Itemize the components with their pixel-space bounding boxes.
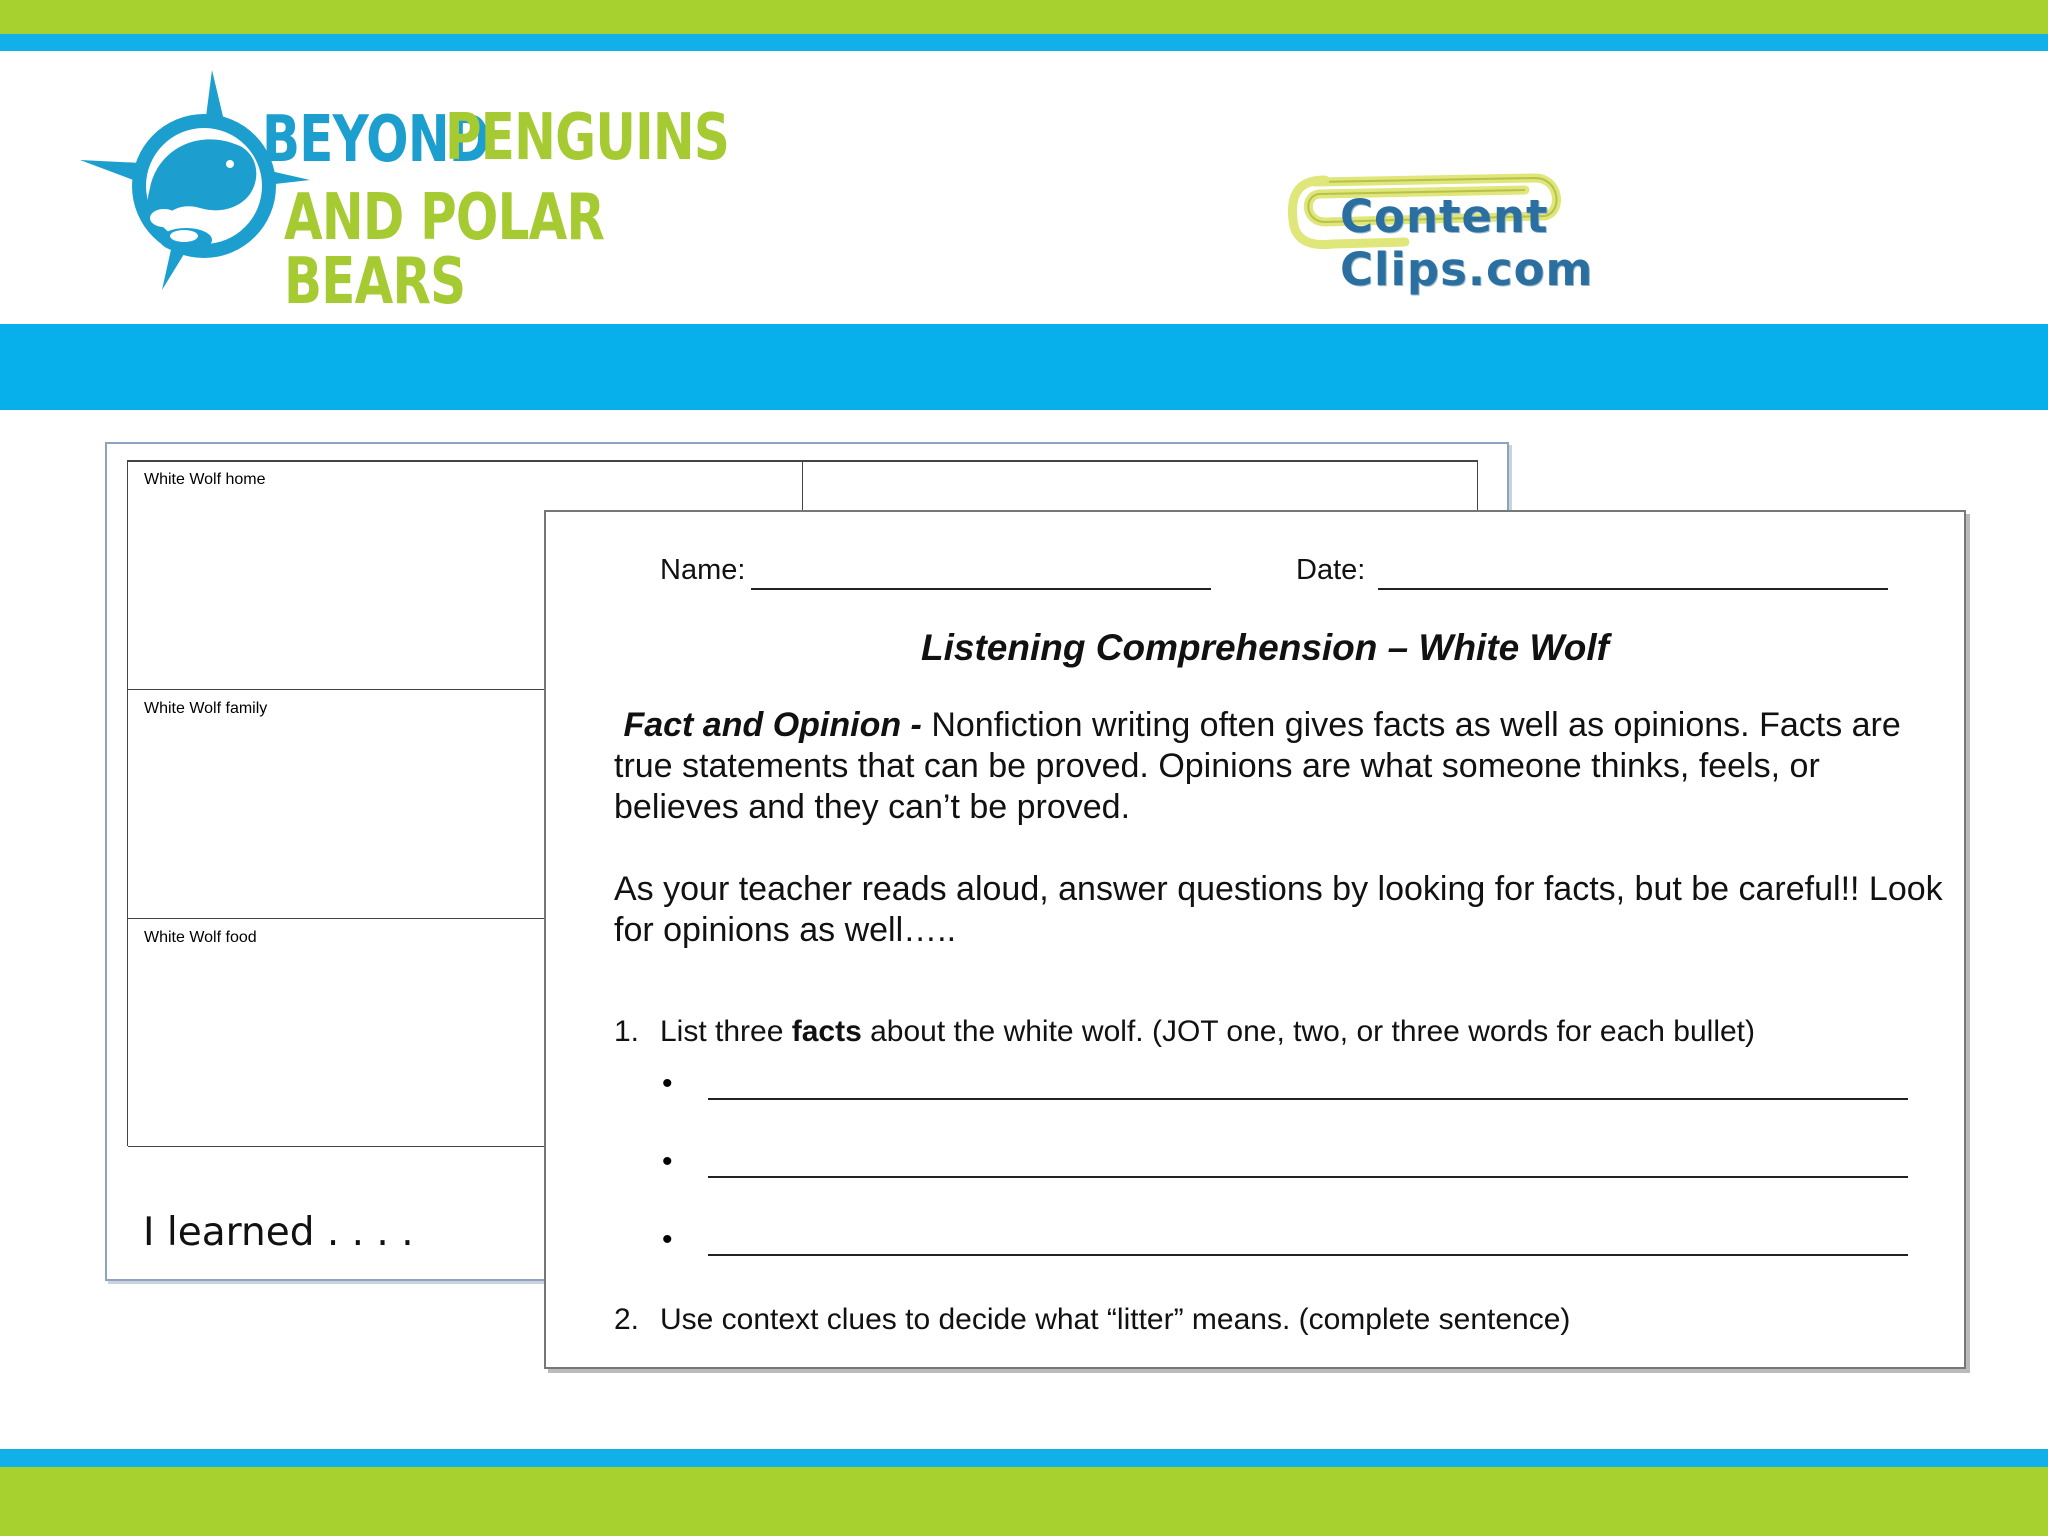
- worksheet-title: [546, 627, 1964, 669]
- fact-opinion-paragraph: [614, 705, 1934, 828]
- top-blue-band: [0, 34, 2048, 51]
- date-field-line: [1378, 588, 1888, 590]
- content-clips-logo: [1285, 172, 1765, 296]
- content-clips-text: Content Clips.com: [1340, 190, 1594, 296]
- instructions-paragraph: As your teacher reads aloud, answer questions by looking for facts, but be careful!! Look for opinions as well…..: [614, 870, 1943, 949]
- fact-opinion-lead: Fact and Opinion -: [623, 706, 922, 744]
- beyond-penguins-logo: [80, 68, 730, 319]
- front-worksheet: [544, 510, 1966, 1369]
- bottom-green-band: [0, 1467, 2048, 1536]
- answer-line-3[interactable]: [708, 1254, 1908, 1256]
- row-label-home: White Wolf home: [144, 471, 266, 488]
- bullet-2: •: [662, 1145, 673, 1178]
- header-blue-band: [0, 324, 2048, 410]
- top-green-band: [0, 0, 2048, 34]
- i-learned-label: I learned . . . .: [143, 1210, 414, 1255]
- name-label: Name:: [660, 554, 746, 586]
- question-2-number: 2.: [614, 1303, 640, 1336]
- bullet-3: •: [662, 1223, 673, 1256]
- name-field-line: [751, 588, 1211, 590]
- question-1-post: about the white wolf. (JOT one, two, or three words for each bullet): [861, 1015, 1755, 1048]
- question-2-text: Use context clues to decide what “litter” means. (complete sentence): [660, 1303, 1571, 1336]
- answer-line-1[interactable]: [708, 1098, 1908, 1100]
- row-label-food: White Wolf food: [144, 929, 257, 946]
- bottom-blue-band: [0, 1449, 2048, 1467]
- question-1: [614, 1015, 1755, 1049]
- logo-text-polar-bears: AND POLAR BEARS: [284, 181, 605, 319]
- bullet-1: •: [662, 1067, 673, 1100]
- question-2: [614, 1303, 1570, 1337]
- row-label-family: White Wolf family: [144, 700, 268, 717]
- worksheet-title-text: Listening Comprehension – White Wolf: [921, 627, 1609, 668]
- fact-opinion-body: Nonfiction writing often gives facts as well as opinions. Facts are true statements that can be proved. Opinions are what someone thinks, feels, or believes and they can’t be proved.: [614, 706, 1901, 826]
- date-label: Date:: [1296, 554, 1366, 586]
- question-1-bold: facts: [791, 1015, 862, 1048]
- question-1-pre: List three: [660, 1015, 792, 1048]
- question-1-number: 1.: [614, 1015, 640, 1048]
- logo-text-penguins: PENGUINS: [445, 101, 730, 175]
- answer-line-2[interactable]: [708, 1176, 1908, 1178]
- logo-text-beyond: BEYOND: [262, 103, 490, 177]
